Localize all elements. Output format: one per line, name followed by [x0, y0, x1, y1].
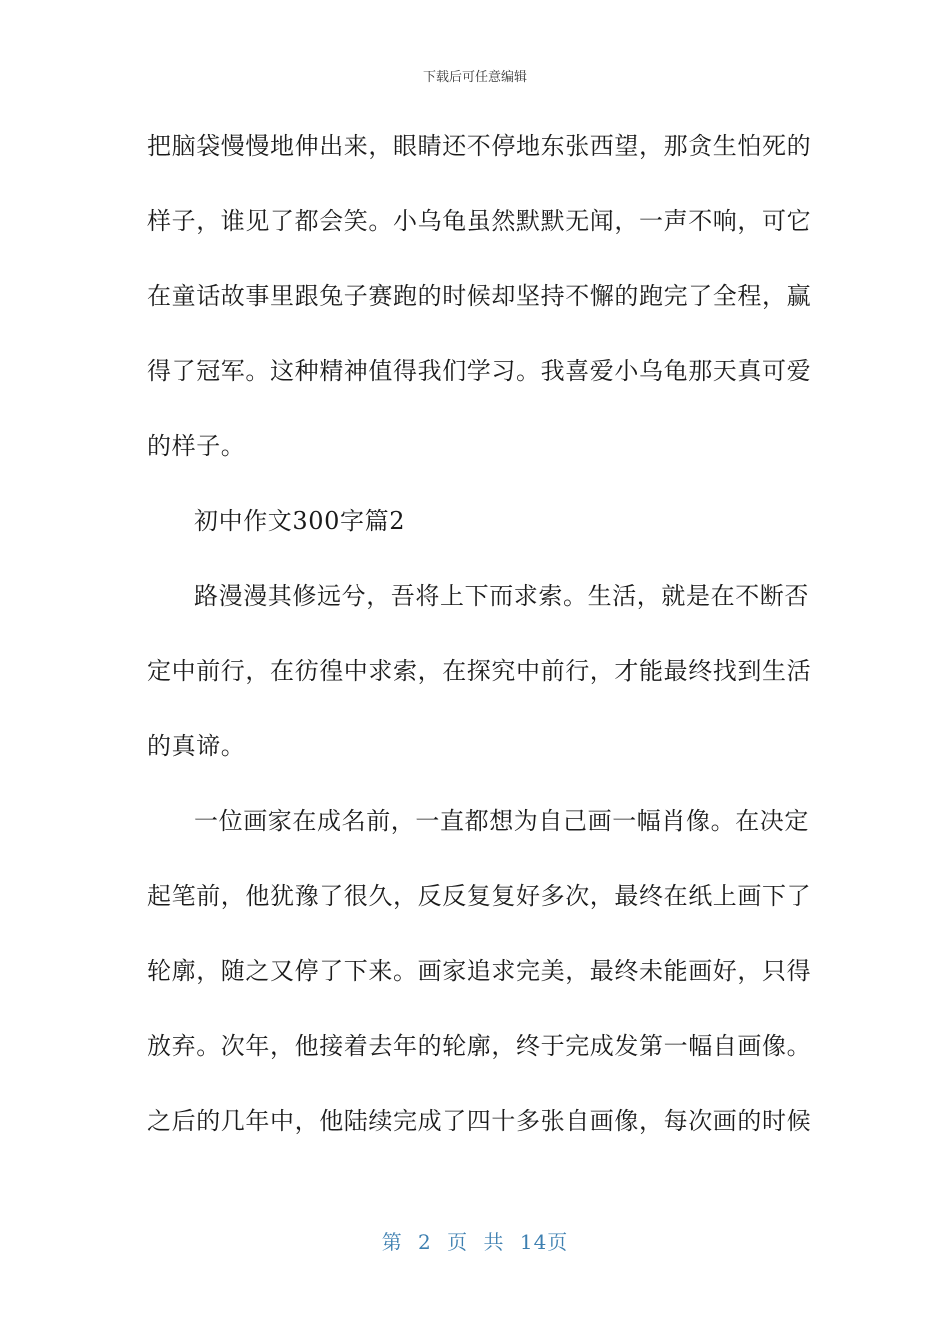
page-footer	[0, 1226, 950, 1255]
body-line: 路漫漫其修远兮，吾将上下而求索。生活，就是在不断否	[194, 582, 809, 610]
page-label-mid: 页	[447, 1230, 469, 1254]
body-line: 之后的几年中，他陆续完成了四十多张自画像，每次画的时候	[147, 1107, 812, 1135]
body-line: 起笔前，他犹豫了很久，反反复复好多次，最终在纸上画下了	[147, 882, 812, 910]
body-line: 样子，谁见了都会笑。小乌龟虽然默默无闻，一声不响，可它	[147, 207, 812, 235]
body-line: 放弃。次年，他接着去年的轮廓，终于完成发第一幅自画像。	[147, 1032, 812, 1060]
body-line: 把脑袋慢慢地伸出来，眼睛还不停地东张西望，那贪生怕死的	[147, 132, 812, 160]
total-pages: 14页	[519, 1230, 569, 1254]
page-header: 下载后可任意编辑	[422, 70, 527, 85]
body-line: 在童话故事里跟兔子赛跑的时候却坚持不懈的跑完了全程，赢	[147, 282, 812, 310]
body-line: 定中前行，在彷徨中求索，在探究中前行，才能最终找到生活	[147, 657, 812, 685]
body-line: 一位画家在成名前，一直都想为自己画一幅肖像。在决定	[194, 807, 809, 835]
body-line: 的样子。	[147, 432, 246, 460]
body-line: 的真谛。	[147, 732, 246, 760]
section-title: 初中作文300字篇2	[194, 507, 406, 535]
current-page-number: 2	[418, 1230, 432, 1254]
body-line: 轮廓，随之又停了下来。画家追求完美，最终未能画好，只得	[147, 957, 812, 985]
body-line: 得了冠军。这种精神值得我们学习。我喜爱小乌龟那天真可爱	[147, 357, 812, 385]
page-label-prefix: 第	[381, 1230, 403, 1254]
total-prefix: 共	[483, 1230, 505, 1254]
